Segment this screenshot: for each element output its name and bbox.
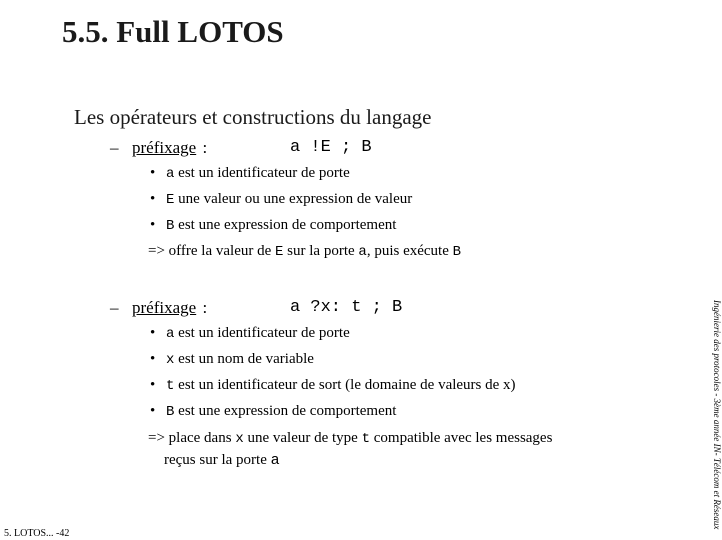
- item-text: est un nom de variable: [174, 351, 314, 367]
- list-item: [148, 217, 396, 234]
- item-text: est une expression de comportement: [174, 217, 397, 233]
- section2-term: préfixage: [132, 298, 197, 317]
- list-item: [148, 325, 350, 342]
- code-token: x: [166, 352, 175, 368]
- code-token: a: [166, 166, 175, 182]
- item-text: est un identificateur de porte: [174, 165, 350, 181]
- list-item: [148, 191, 412, 208]
- result-text: compatible avec les messages: [370, 430, 553, 446]
- bullet: •: [150, 325, 156, 341]
- section1-syntax: a !E ; B: [290, 138, 372, 157]
- code-token: E: [166, 192, 175, 208]
- colon: :: [202, 138, 208, 157]
- item-text: est un identificateur de sort (le domaine de valeurs de x): [174, 377, 516, 393]
- result-text: , puis exécute: [366, 243, 453, 259]
- list-item: [148, 351, 314, 368]
- code-token: a: [358, 244, 367, 260]
- result-text: sur la porte: [283, 243, 359, 259]
- bullet: •: [150, 217, 156, 233]
- code-token: B: [166, 404, 175, 420]
- item-text: est une expression de comportement: [174, 403, 397, 419]
- dash: –: [110, 298, 119, 317]
- list-item: [148, 377, 516, 394]
- section2-syntax: a ?x: t ; B: [290, 298, 403, 317]
- footer-page-label: 5. LOTOS... -42: [4, 528, 70, 539]
- code-token: t: [166, 378, 175, 394]
- side-course-label: Ingénierie des protocoles - 3ème année IN- Télécom et Réseaux: [712, 300, 722, 530]
- code-token: a: [166, 326, 175, 342]
- section-subtitle: Les opérateurs et constructions du langage: [74, 105, 432, 129]
- result-text: => place dans: [148, 430, 236, 446]
- item-text: est un identificateur de porte: [174, 325, 350, 341]
- code-token: B: [452, 244, 462, 260]
- result-text: reçus sur la porte: [164, 452, 271, 468]
- bullet: •: [150, 191, 156, 207]
- code-token: x: [235, 431, 244, 447]
- section1-heading: [110, 138, 372, 158]
- item-text: une valeur ou une expression de valeur: [174, 191, 413, 207]
- bullet: •: [150, 377, 156, 393]
- section1-term: préfixage: [132, 138, 197, 157]
- bullet: •: [150, 403, 156, 419]
- code-token: B: [166, 218, 175, 234]
- page-title: 5.5. Full LOTOS: [62, 14, 284, 49]
- bullet: •: [150, 165, 156, 181]
- section2-result: [148, 430, 552, 447]
- bullet: •: [150, 351, 156, 367]
- code-token: t: [361, 431, 370, 447]
- code-token: a: [270, 452, 280, 469]
- colon: :: [202, 298, 208, 317]
- list-item: [148, 165, 350, 182]
- result-text: une valeur de type: [243, 430, 362, 446]
- code-token: E: [275, 244, 284, 260]
- section2-result-continued: [164, 452, 280, 469]
- dash: –: [110, 138, 119, 157]
- section2-heading: [110, 298, 403, 318]
- list-item: [148, 403, 396, 420]
- section1-result: [148, 243, 461, 260]
- result-text: => offre la valeur de: [148, 243, 276, 259]
